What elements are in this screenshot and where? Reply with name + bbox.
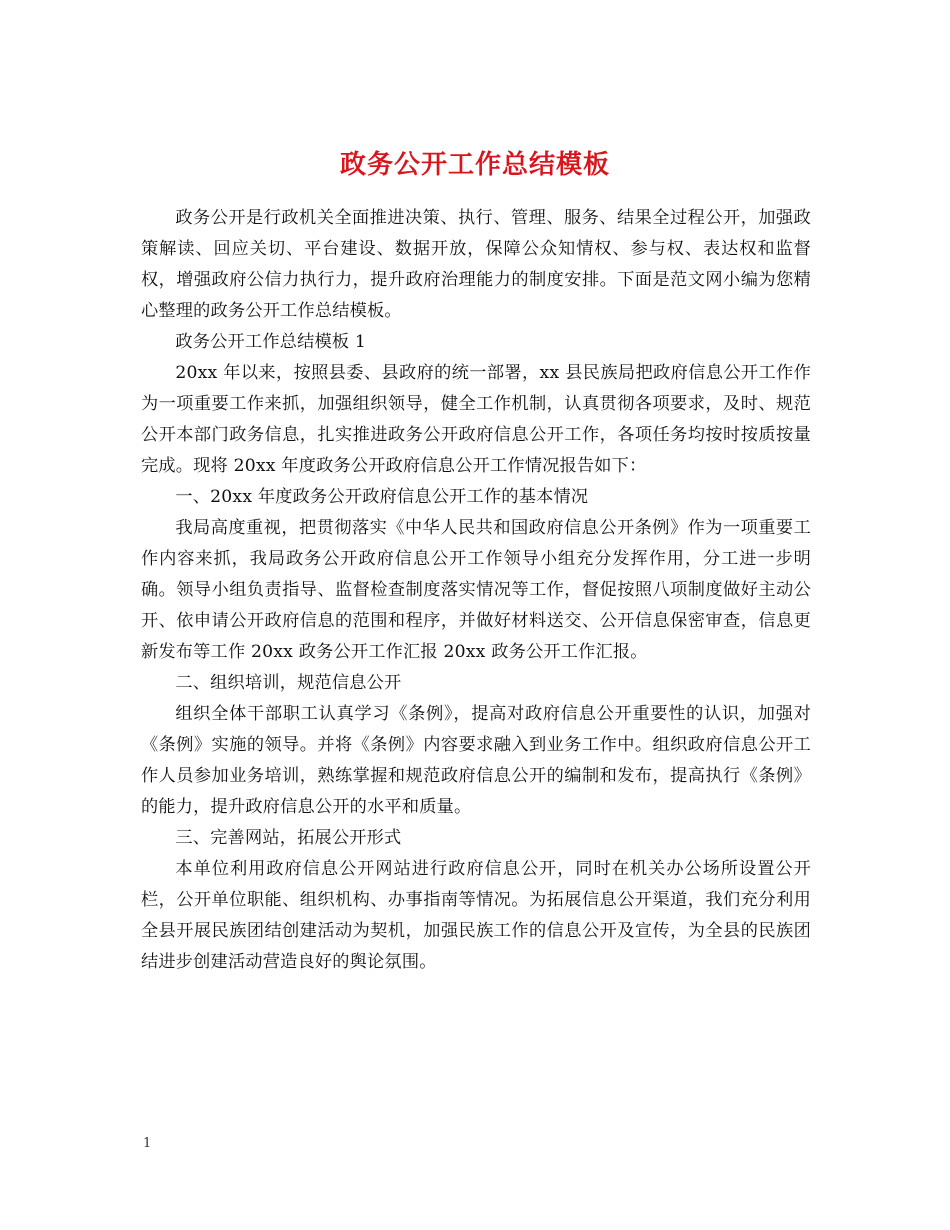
intro-paragraph: 政务公开是行政机关全面推进决策、执行、管理、服务、结果全过程公开，加强政策解读、回应关切、平台建设、数据开放，保障公众知情权、参与权、表达权和监督权，增强政府公信力执行力，提升政府治理能力的制度安排。下面是范文网小编为您精心整理的政务公开工作总结模板。	[141, 208, 811, 321]
section-heading-basic-situation: 一、20xx 年度政务公开政府信息公开工作的基本情况	[175, 487, 589, 507]
section-heading-training: 二、组织培训，规范信息公开	[175, 673, 402, 693]
body-paragraph: 本单位利用政府信息公开网站进行政府信息公开，同时在机关办公场所设置公开栏，公开单位职能、组织机构、办事指南等情况。为拓展信息公开渠道，我们充分利用全县开展民族团结创建活动为契机，加强民族工作的信息公开及宣传，为全县的民族团结进步创建活动营造良好的舆论氛围。	[141, 859, 811, 972]
document-body	[141, 203, 811, 978]
body-paragraph: 20xx 年以来，按照县委、县政府的统一部署，xx 县民族局把政府信息公开工作作为一项重要工作来抓，加强组织领导，健全工作机制，认真贯彻各项要求，及时、规范公开本部门政务信息，扎实推进政务公开政府信息公开工作，各项任务均按时按质按量完成。现将 20xx 年度政务公开政府信息公开工作情况报告如下：	[141, 363, 811, 476]
body-paragraph: 我局高度重视，把贯彻落实《中华人民共和国政府信息公开条例》作为一项重要工作内容来抓，我局政务公开政府信息公开工作领导小组充分发挥作用，分工进一步明确。领导小组负责指导、监督检查制度落实情况等工作，督促按照八项制度做好主动公开、依申请公开政府信息的范围和程序，并做好材料送交、公开信息保密审查，信息更新发布等工作 20xx 政务公开工作汇报 20xx 政务公开工作汇报。	[141, 518, 811, 662]
section-heading-website: 三、完善网站，拓展公开形式	[175, 828, 402, 848]
body-paragraph: 组织全体干部职工认真学习《条例》，提高对政府信息公开重要性的认识，加强对《条例》实施的领导。并将《条例》内容要求融入到业务工作中。组织政府信息公开工作人员参加业务培训，熟练掌握和规范政府信息公开的编制和发布，提高执行《条例》的能力，提升政府信息公开的水平和质量。	[141, 704, 811, 817]
page-number: 1	[143, 1136, 152, 1151]
document-title: 政务公开工作总结模板	[339, 150, 610, 181]
section-heading-template-1: 政务公开工作总结模板 1	[175, 332, 367, 352]
